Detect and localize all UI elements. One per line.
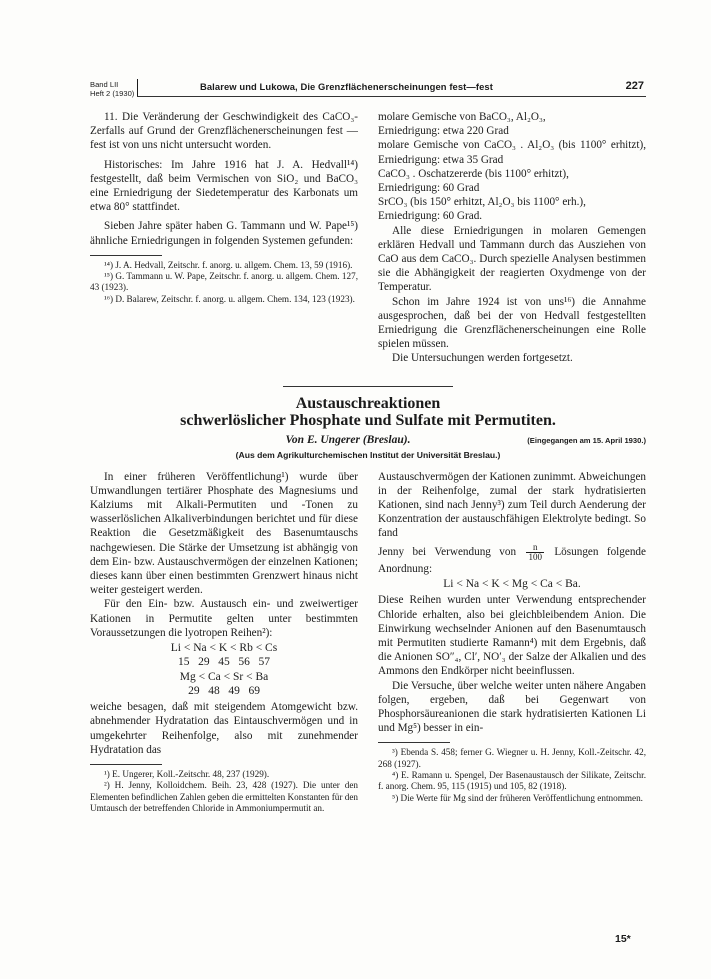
article-title [90, 395, 646, 429]
result-line: Erniedrigung: 60 Grad [378, 182, 480, 195]
top-right-column [378, 110, 646, 366]
page-body [90, 110, 646, 814]
series-order: Li < Na < K < Mg < Ca < Ba. [443, 577, 581, 590]
paragraph: Die Untersuchungen werden fortgesetzt. [392, 352, 573, 365]
running-header [90, 78, 646, 98]
footnote: ³) Ebenda S. 458; ferner G. Wiegner u. H. Jenny, Koll.-Zeitschr. 42, 268 (1927). [378, 747, 646, 769]
top-left-column [90, 110, 358, 366]
paragraph: Schon im Jahre 1924 ist von uns¹⁶) die Annahme ausgesprochen, daß bei der von Hedvall festgestellten Erniedrigung die Grenzflächenerscheinungen eine Rolle spielen müssen. [378, 295, 646, 351]
running-title: Balarew und Lukowa, Die Grenzflächenerscheinungen fest—fest [200, 81, 493, 92]
volume-label: Band LII [90, 80, 119, 89]
footnote-rule [90, 255, 162, 256]
author: Von E. Ungerer (Breslau). [285, 433, 411, 446]
paragraph: Sieben Jahre später haben G. Tammann und W. Pape¹⁵) ähnliche Erniedrigungen in folgenden Systemen gefunden: [90, 220, 358, 247]
institute: (Aus dem Agrikulturchemischen Institut der Universität Breslau.) [235, 449, 501, 460]
fraction-denominator: 100 [528, 551, 542, 562]
footnote: ¹⁶) D. Balarew, Zeitschr. f. anorg. u. allgem. Chem. 134, 123 (1923). [104, 293, 355, 304]
text-run: Lösungen folgende Anordnung: [378, 545, 646, 575]
result-line: CaCO₃ . Oschatzererde (bis 1100° erhitzt), [378, 167, 569, 180]
lyotropic-series-monovalent [90, 642, 358, 669]
footnote-rule [90, 764, 162, 765]
result-line: molare Gemische von BaCO₃, Al₂O₃, [378, 111, 546, 123]
paragraph: Diese Reihen wurden unter Verwendung entsprechender Chloride erhalten, also bei gleichbleibendem Anion. Die Einwirkung wechselnder Anionen auf den Basenumtausch mit Permutiten studierte Ramann⁴) mit dem Ergebnis, daß die Anionen SO″₄, Cl′, NO′₃ der Salze der Alkalien und des Ammons den Endkörper nicht beeinflussen. [378, 594, 646, 678]
result-line: Erniedrigung: 60 Grad. [378, 210, 483, 223]
text-run: Jenny bei Verwendung von [378, 545, 517, 558]
section-separator [283, 386, 453, 387]
footnote: ²) H. Jenny, Kolloidchem. Beih. 23, 428 (1927). Die unter den Elementen befindlichen Zahlen geben die ermittelten Konstanten für den Umtausch der betreffenden Chloride in Ammoniumpermutit an. [90, 780, 358, 813]
footnote: ⁴) E. Ramann u. Spengel, Der Basenaustausch der Silikate, Zeitschr. f. anorg. Chem. 95, 115 (1915) und 105, 82 (1918). [378, 770, 646, 792]
result-line: molare Gemische von CaCO₃ . Al₂O₃ (bis 1100° erhitzt), Erniedrigung: etwa 35 Grad [378, 139, 646, 166]
paragraph: In einer früheren Veröffentlichung¹) wurde über Umwandlungen tertiärer Phosphate des Magnesiums und Kalziums mit Alkali-Permutiten und -Tonen zu wasserlöslichen Alkaliverbindungen berichtet und für diese Reaktion die Gesetzmäßigkeit des Basenumtauschs nachgewiesen. Die Stärke der Umsetzung ist abhängig von dem Ein- bzw. Austauschvermögen der einzelnen Kationen; dieses kann über einen bestimmten Grenzwert hinaus nicht weiter gesteigert werden. [90, 470, 358, 597]
result-line: SrCO₃ (bis 150° erhitzt, Al₂O₃ bis 1100° erh.), [378, 196, 586, 209]
top-section [90, 110, 646, 366]
series-values: 15 29 45 56 57 [178, 655, 270, 668]
footnote: ¹⁵) G. Tammann u. W. Pape, Zeitschr. f. anorg. u. allgem. Chem. 127, 43 (1923). [90, 271, 358, 293]
received-date: (Eingegangen am 15. April 1930.) [527, 435, 646, 445]
page-number: 227 [625, 80, 644, 92]
paragraph: Für den Ein- bzw. Austausch ein- und zweiwertiger Kationen in Permutite gelten unter bestimmten Voraussetzungen die lyotropen Reihen²): [90, 598, 358, 639]
paragraph: Die Versuche, über welche weiter unten nähere Angaben folgen, ergeben, daß bei Gegenwart von Phosphorsäureanionen die stark hydratisierten Kationen Li und Mg⁵) besser in ein- [378, 679, 646, 735]
paragraph: Alle diese Erniedrigungen in molaren Gemengen erklären Hedvall und Tammann durch das Ausziehen von CaO aus dem CaCO₃. Durch spezielle Analysen bestimmen sie die Abhängigkeit der reagierten Oxydmenge von der Temperatur. [378, 224, 646, 294]
article-body [90, 470, 646, 814]
footnote: ¹) E. Ungerer, Koll.-Zeitschr. 48, 237 (1929). [104, 768, 270, 779]
header-divider [137, 79, 138, 96]
paragraph: Austauschvermögen der Kationen zunimmt. Abweichungen in der Reihenfolge, zumal der stark hydratisierten Kationen, sind nach Jenny³) zum Teil durch Aenderung der Konzentration der austauschfähigen Elektrolyte bedingt. So fand [378, 470, 646, 540]
series-values: 29 48 49 69 [188, 684, 260, 697]
fraction-numerator: n [526, 543, 544, 553]
issue-label: Heft 2 (1930) [90, 89, 135, 98]
header-rule [137, 96, 646, 97]
series-elements: Li < Na < K < Rb < Cs [170, 642, 278, 655]
paragraph: Historisches: Im Jahre 1916 hat J. A. Hedvall¹⁴) festgestellt, daß beim Vermischen von SiO₂ und BaCO₃ eine Erniedrigung der Siedetemperatur des Karbonats um etwa 80° stattfindet. [90, 158, 358, 214]
series-elements: Mg < Ca < Sr < Ba [179, 671, 269, 684]
footnote-rule [378, 742, 450, 743]
paragraph: 11. Die Veränderung der Geschwindigkeit des CaCO₃-Zerfalls auf Grund der Grenzflächenerscheinungen fest — fest ist von uns nicht untersucht worden. [90, 111, 358, 152]
signature-mark: 15* [615, 933, 631, 945]
paragraph: weiche besagen, daß mit steigendem Atomgewicht bzw. abnehmender Hydratation das Eintauschvermögen und in umgekehrter Reihenfolge, also mit zunehmender Hydratation das [90, 701, 358, 756]
article-left-column [90, 470, 358, 814]
article-right-column [378, 470, 646, 814]
byline [90, 434, 646, 448]
fraction [526, 543, 544, 562]
title-line: schwerlöslicher Phosphate und Sulfate mit Permutiten. [180, 411, 556, 429]
paragraph-with-fraction [378, 543, 646, 576]
footnote: ⁵) Die Werte für Mg sind der früheren Veröffentlichung entnommen. [392, 792, 643, 803]
result-line: Erniedrigung: etwa 220 Grad [378, 125, 509, 138]
footnote: ¹⁴) J. A. Hedvall, Zeitschr. f. anorg. u. allgem. Chem. 13, 59 (1916). [104, 259, 353, 270]
lyotropic-series-divalent [90, 671, 358, 698]
volume-info [90, 80, 134, 98]
title-line: Austauschreaktionen [295, 394, 441, 412]
